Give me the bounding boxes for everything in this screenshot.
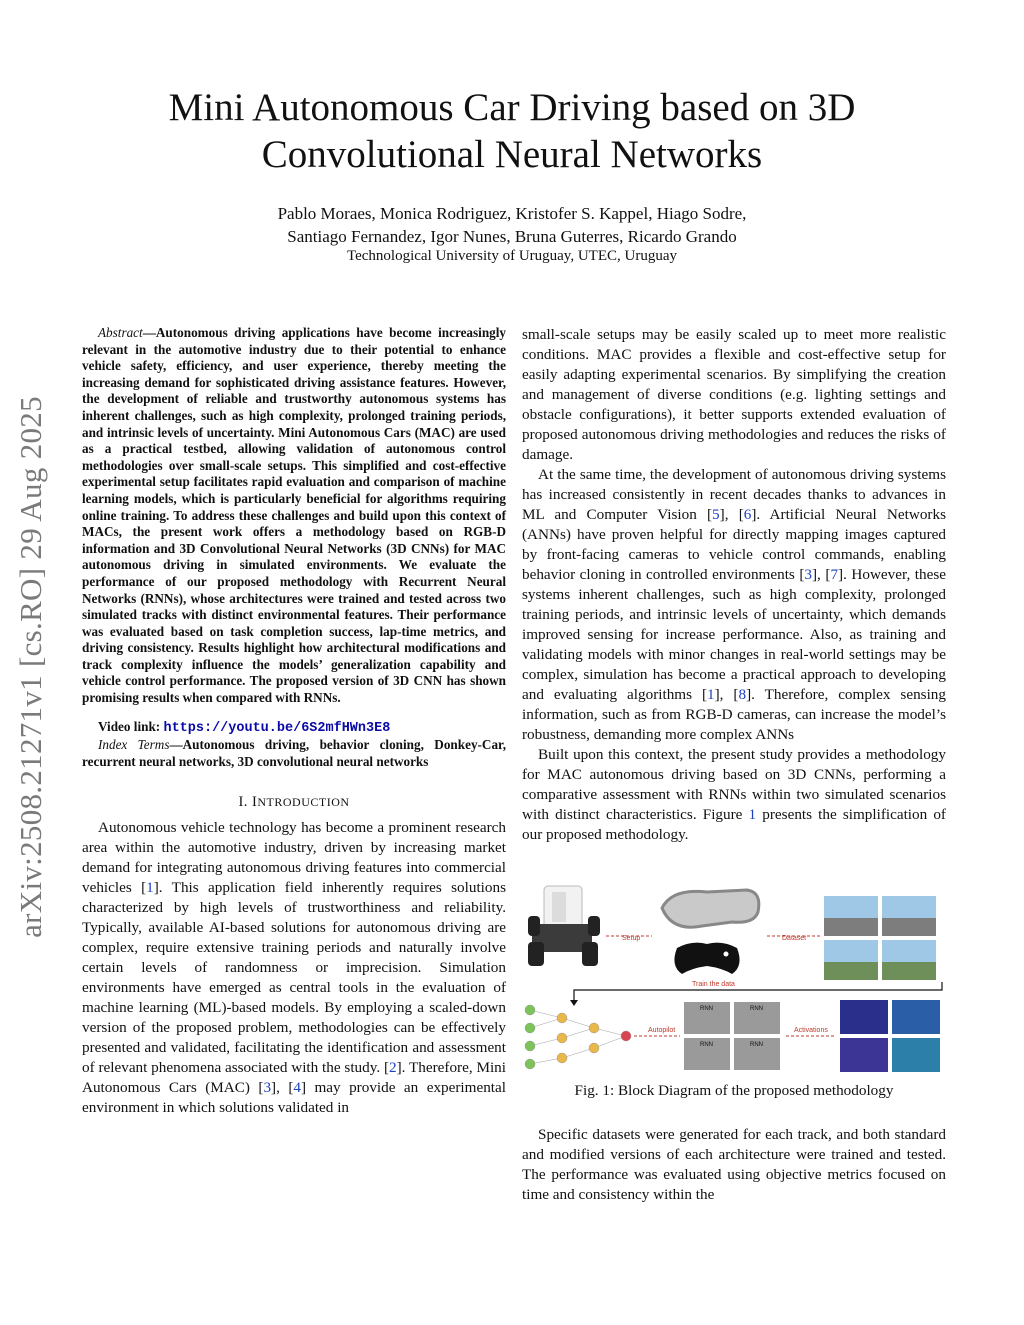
train-label: Train the data [692,981,735,988]
right-column [522,325,946,845]
thumb-label: RNN [700,1042,713,1048]
right-paragraph-3: Built upon this context, the present study provides a methodology for MAC autonomous driving based on 3D CNNs, performing a comparative assessment with RNNs within two simulated scenarios with distinct characteristics. Figure 1 presents the simplification of our proposed methodology. [522,746,946,843]
arrow-train [574,982,942,1002]
citation-link[interactable]: 1 [146,879,154,897]
right-paragraph-4: Specific datasets were generated for each track, and both standard and modified versions of each architecture were trained and tested. The performance was evaluated using objective metrics focused on time and consistency within the [522,1126,946,1203]
abstract-label: Abstract [98,325,143,340]
activations-label: Activations [794,1027,828,1034]
arxiv-side-label: arXiv:2508.21271v1 [cs.RO] 29 Aug 2025 [13,396,48,938]
activation-maps [840,1000,940,1072]
thumb-label: RNN [750,1006,763,1012]
citation-link[interactable]: 7 [830,566,839,583]
right-paragraph-4-block [522,1125,946,1205]
autopilot-label: Autopilot [648,1027,676,1034]
neural-network-diagram [525,1005,631,1069]
figure-caption: Fig. 1: Block Diagram of the proposed methodology [574,1082,894,1099]
authors-line-2: Santiago Fernandez, Igor Nunes, Bruna Guterres, Ricardo Grando [287,227,737,246]
figure-link[interactable]: 1 [748,806,757,823]
citation-link[interactable]: 8 [738,686,747,703]
abstract-text: —Autonomous driving applications have become increasingly relevant in the automotive industry due to their potential to enhance vehicle safety, efficiency, and user experience, thereby meeting the increasing demand for sophisticated driving assistance features. However, the development of reliable and trustworthy autonomous systems has inherent challenges, such as high complexity, prolonged training periods, and intrinsic levels of uncertainty. Mini Autonomous Cars (MAC) are used as a practical testbed, allowing validation of autonomous control methodologies over small-scale setups. This simplified and cost-effective experimental setup facilitates rapid evaluation and comparison of machine learning models, which is particularly beneficial for algorithms requiring online training. To address these challenges and build upon this context of MACs, the present work offers a methodology based on RGB-D information and 3D Convolutional Neural Networks (3D CNNs) for MAC autonomous driving in simulated environments. We evaluate the performance of our proposed methodology with Recurrent Neural Networks (RNNs), whose architectures were trained and tested across two simulated tracks with distinct environmental features. Their performance was evaluated based on task completion success, lap-time metrics, and driving consistency. Results highlight how architectural modifications and track complexity influence the models’ generalization capability and vehicle control performance. The proposed version of 3D CNN has shown promising results when compared with RNNs. [82,325,506,706]
video-link[interactable]: https://youtu.be/6S2mfHWn3E8 [163,720,391,736]
authors-line-1: Pablo Moraes, Monica Rodriguez, Kristofer S. Kappel, Hiago Sodre, [277,204,747,223]
intro-paragraph-1: Autonomous vehicle technology has become a prominent research area within the automotive industry, driven by increasing market demand for integrating autonomous driving features into commercial vehicles [1]. This application field inherently requires solutions characterized by high levels of trustworthiness and reliability. Typically, available AI-based solutions for autonomous driving are complex, require extensive training periods and naturally involve certain levels of randomness or imprecision. Simulation environments have emerged as central tools in the evaluation of machine learning (ML)-based models. By employing a scaled-down version of the proposed problem, methodologies can be effectively presented and validated, facilitating the identification and assessment of relevant phenomena associated with the study. [2]. Therefore, Mini Autonomous Cars (MAC) [3], [4] may provide an experimental environment in which solutions validated in [82,819,506,1117]
citation-link[interactable]: 4 [293,1079,301,1097]
thumb-label: RNN [700,1006,713,1012]
section-heading-introduction: I. INTRODUCTION [238,794,350,811]
right-paragraph-2: At the same time, the development of autonomous driving systems has increased consistently in recent decades thanks to advances in ML and Computer Vision [5], [6]. Artificial Neural Networks (ANNs) have proven helpful for directly mapping images captured by front-facing cameras to vehicle control commands, enabling behavior cloning in controlled environments [3], [7]. However, these systems inherent challenges, such as high complexity, prolonged training periods, and intrinsic levels of uncertainty, which demands improved sensing for increase performance. Also, as training and validating models with minor changes in real-world settings may be complex, simulation has become a practical approach to developing and evaluating algorithms [1], [8]. Therefore, complex sensing information, such as from RGB-D cameras, can increase the model’s robustness, demanding more complex ANNs [522,466,946,743]
setup-label: Setup [622,935,641,942]
abstract [82,325,506,707]
autopilot-thumbnails [684,1002,780,1070]
citation-link[interactable]: 3 [263,1079,272,1097]
index-terms-label: Index Terms [98,737,170,753]
dataset-label: Dataset [782,935,807,942]
index-terms [82,737,506,770]
right-paragraph-1: small-scale setups may be easily scaled up to meet more realistic conditions. MAC provides a flexible and cost-effective setup for easily adapting experimental scenarios. By simplifying the creation and management of diverse conditions (e.g. lighting settings and obstacle configurations), it better supports extended evaluation of proposed autonomous driving methodologies and reduces the risks of damage. [522,326,946,463]
citation-link[interactable]: 6 [743,506,752,523]
thumb-label: RNN [750,1042,763,1048]
left-column [82,325,506,1118]
gamepad-icon [674,943,739,974]
citation-link[interactable]: 3 [804,566,812,583]
mini-car-image [528,886,600,966]
citation-link[interactable]: 1 [707,686,715,703]
paper-title: Mini Autonomous Car Driving based on 3D Convolutional Neural Networks [168,86,856,176]
video-link-label: Video link: [98,718,164,734]
index-terms-text: —Autonomous driving, behavior cloning, Donkey-Car, recurrent neural networks, 3D convolutional neural networks [82,737,506,769]
affiliation: Technological University of Uruguay, UTEC, Uruguay [347,248,677,264]
citation-link[interactable]: 5 [712,506,720,523]
block-diagram-figure [522,878,946,1074]
citation-link[interactable]: 2 [389,1059,397,1077]
track-image [662,890,759,927]
dataset-images [824,896,936,980]
video-link-line [82,719,506,738]
